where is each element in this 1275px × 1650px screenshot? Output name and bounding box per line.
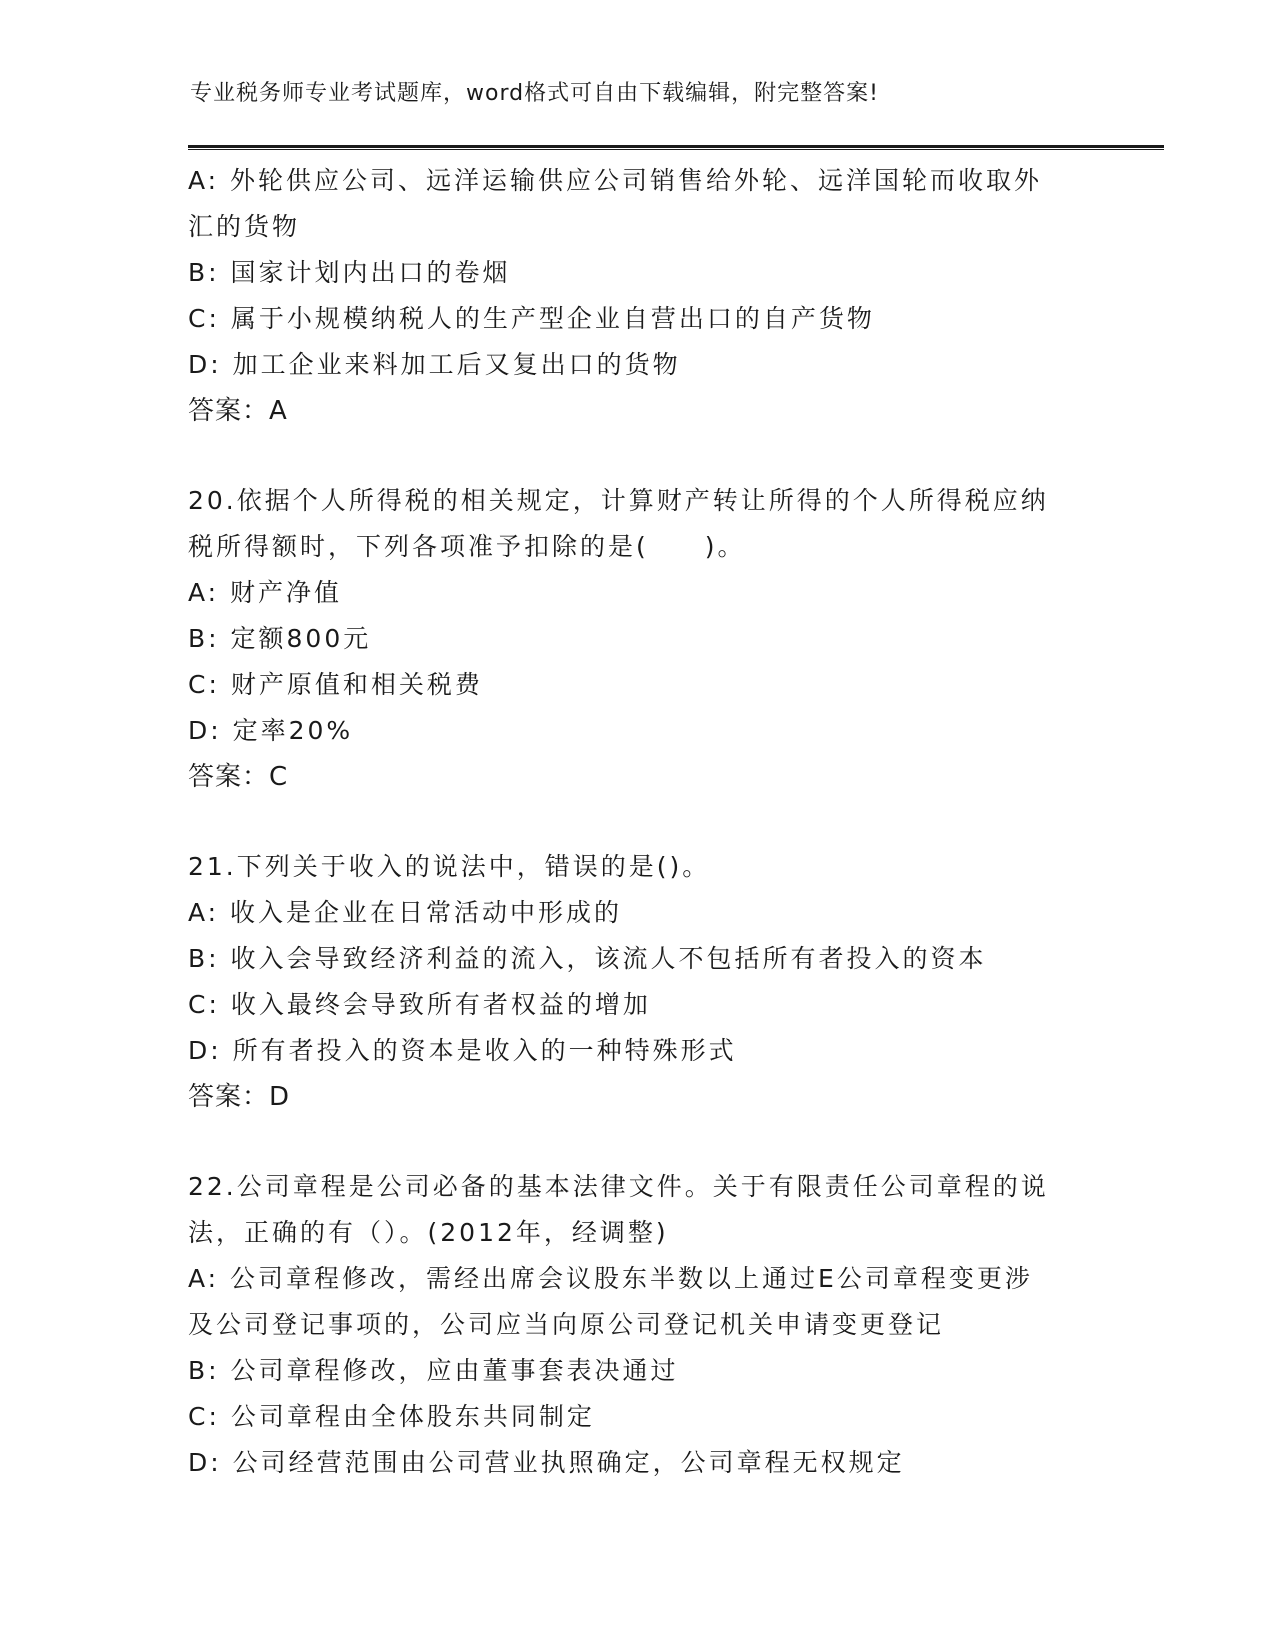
option-d: D: 公司经营范围由公司营业执照确定，公司章程无权规定	[188, 1448, 905, 1477]
option-a-line-1: A: 外轮供应公司、远洋运输供应公司销售给外轮、远洋国轮而收取外	[188, 166, 1043, 195]
option-d: D: 加工企业来料加工后又复出口的货物	[188, 350, 681, 379]
question-stem: 21.下列关于收入的说法中，错误的是()。	[188, 852, 711, 881]
question-stem-line-1: 20.依据个人所得税的相关规定，计算财产转让所得的个人所得税应纳	[188, 486, 1049, 515]
option-a: A: 财产净值	[188, 578, 343, 607]
option-a: A: 收入是企业在日常活动中形成的	[188, 898, 623, 927]
option-b: B: 定额800元	[188, 624, 372, 653]
document-body	[188, 158, 1088, 1486]
option-a-line-2: 及公司登记事项的，公司应当向原公司登记机关申请变更登记	[188, 1310, 945, 1339]
question-stem-line-2: 法，正确的有（）。(2012年，经调整)	[188, 1218, 669, 1247]
header-divider	[188, 145, 1164, 150]
spacer	[188, 800, 1088, 844]
option-b: B: 国家计划内出口的卷烟	[188, 258, 511, 287]
option-c: C: 属于小规模纳税人的生产型企业自营出口的自产货物	[188, 304, 875, 333]
option-c: C: 收入最终会导致所有者权益的增加	[188, 990, 651, 1019]
answer: 答案：D	[188, 1082, 291, 1112]
option-c: C: 公司章程由全体股东共同制定	[188, 1402, 595, 1431]
question-19	[188, 158, 1088, 434]
question-22	[188, 1164, 1088, 1486]
answer: 答案：A	[188, 396, 288, 426]
question-20	[188, 478, 1088, 800]
option-d: D: 所有者投入的资本是收入的一种特殊形式	[188, 1036, 737, 1065]
option-a-line-2: 汇的货物	[188, 212, 301, 241]
spacer	[188, 1120, 1088, 1164]
question-stem-line-1: 22.公司章程是公司必备的基本法律文件。关于有限责任公司章程的说	[188, 1172, 1049, 1201]
spacer	[188, 434, 1088, 478]
answer: 答案：C	[188, 762, 289, 792]
option-c: C: 财产原值和相关税费	[188, 670, 483, 699]
option-d: D: 定率20%	[188, 716, 354, 745]
page-header: 专业税务师专业考试题库，word格式可自由下载编辑，附完整答案!	[190, 81, 879, 106]
question-stem-line-2: 税所得额时，下列各项准予扣除的是( )。	[188, 532, 746, 561]
option-b: B: 收入会导致经济利益的流入，该流人不包括所有者投入的资本	[188, 944, 987, 973]
question-21	[188, 844, 1088, 1120]
option-a-line-1: A: 公司章程修改，需经出席会议股东半数以上通过E公司章程变更涉	[188, 1264, 1033, 1293]
option-b: B: 公司章程修改，应由董事套表决通过	[188, 1356, 679, 1385]
